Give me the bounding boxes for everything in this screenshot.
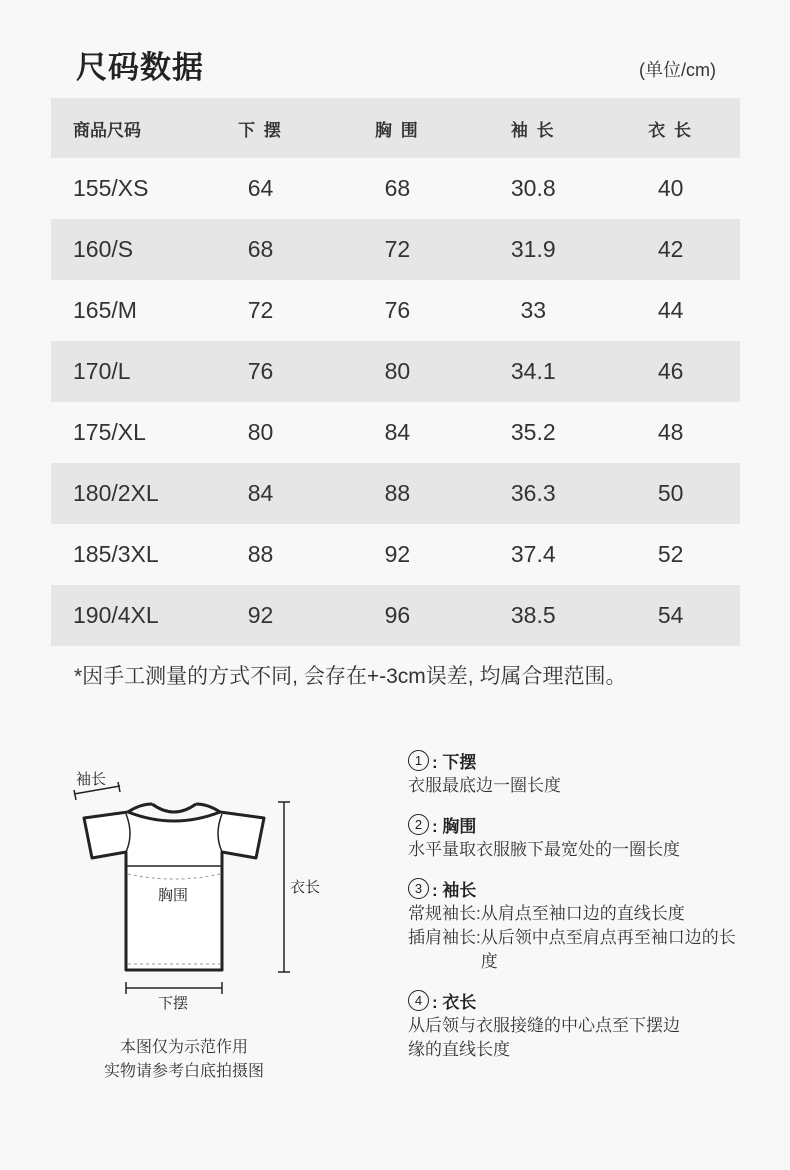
table-row bbox=[51, 402, 740, 463]
hem-label: 下摆 bbox=[158, 994, 189, 1012]
hem-cell: 64 bbox=[247, 175, 274, 201]
number-1-icon: 1 bbox=[408, 750, 429, 771]
hem-cell: 92 bbox=[247, 602, 274, 628]
page-title: 尺码数据 bbox=[76, 50, 204, 85]
legend-key: 常规袖长: bbox=[408, 904, 481, 923]
unit-label: (单位/cm) bbox=[639, 60, 716, 80]
chest-cell: 76 bbox=[384, 297, 411, 323]
length-label: 衣长 bbox=[290, 878, 321, 896]
table-row bbox=[51, 524, 740, 585]
legend-key: 插肩袖长: bbox=[408, 928, 481, 947]
caption-line: 实物请参考白底拍摄图 bbox=[103, 1063, 264, 1080]
legend-title: : 衣长 bbox=[432, 992, 477, 1012]
hem-cell: 76 bbox=[247, 358, 274, 384]
legend-item-hem bbox=[408, 746, 748, 798]
size-cell: 160/S bbox=[73, 236, 134, 262]
hem-cell: 68 bbox=[247, 236, 274, 262]
hem-cell: 80 bbox=[247, 419, 274, 445]
sleeve-cell: 38.5 bbox=[510, 602, 556, 628]
legend-desc: 水平量取衣服腋下最宽处的一圈长度 bbox=[408, 840, 680, 859]
size-cell: 165/M bbox=[73, 297, 137, 323]
measurement-note: *因手工测量的方式不同, 会存在+-3cm误差, 均属合理范围。 bbox=[74, 665, 627, 688]
caption-line: 本图仅为示范作用 bbox=[119, 1039, 248, 1056]
chest-cell: 84 bbox=[384, 419, 411, 445]
sleeve-cell: 37.4 bbox=[510, 541, 556, 567]
table-row bbox=[51, 341, 740, 402]
hem-cell: 88 bbox=[247, 541, 274, 567]
size-table bbox=[51, 98, 740, 646]
legend-title: : 下摆 bbox=[432, 752, 477, 772]
legend-desc: 衣服最底边一圈长度 bbox=[408, 776, 561, 795]
sleeve-cell: 33 bbox=[520, 297, 547, 323]
legend-value: 从肩点至袖口边的直线长度 bbox=[480, 904, 685, 923]
chest-cell: 68 bbox=[384, 175, 411, 201]
table-row bbox=[51, 585, 740, 646]
size-cell: 190/4XL bbox=[73, 602, 159, 628]
legend-title: : 胸围 bbox=[432, 816, 477, 836]
tshirt-diagram bbox=[70, 760, 350, 1012]
tshirt-neckline bbox=[152, 804, 196, 812]
legend-title: : 袖长 bbox=[432, 880, 477, 900]
legend-value: 从后领中点至肩点再至袖口边的长度 bbox=[480, 928, 736, 971]
length-cell: 52 bbox=[657, 541, 684, 567]
length-cell: 46 bbox=[657, 358, 684, 384]
chest-cell: 92 bbox=[384, 541, 411, 567]
legend-item-sleeve bbox=[408, 874, 748, 974]
length-cell: 50 bbox=[657, 480, 684, 506]
sleeve-cell: 30.8 bbox=[510, 175, 556, 201]
header-hem: 下 摆 bbox=[238, 120, 283, 140]
length-cell: 40 bbox=[657, 175, 684, 201]
chest-cell: 80 bbox=[384, 358, 411, 384]
length-cell: 42 bbox=[657, 236, 684, 262]
legend-item-length bbox=[408, 986, 748, 1062]
diagram-caption bbox=[84, 1036, 284, 1084]
legend-desc: 缘的直线长度 bbox=[408, 1040, 510, 1059]
header-size: 商品尺码 bbox=[73, 120, 141, 140]
number-2-icon: 2 bbox=[408, 814, 429, 835]
length-cell: 44 bbox=[657, 297, 684, 323]
chest-cell: 72 bbox=[384, 236, 411, 262]
header-length: 衣 长 bbox=[648, 120, 693, 140]
hem-cell: 84 bbox=[247, 480, 274, 506]
legend-desc: 从后领与衣服接缝的中心点至下摆边 bbox=[408, 1016, 680, 1035]
measurement-legend bbox=[408, 746, 748, 1074]
number-3-icon: 3 bbox=[408, 878, 429, 899]
legend-item-chest bbox=[408, 810, 748, 862]
sleeve-cell: 36.3 bbox=[510, 480, 556, 506]
chest-cell: 88 bbox=[384, 480, 411, 506]
size-cell: 180/2XL bbox=[73, 480, 159, 506]
size-cell: 185/3XL bbox=[73, 541, 159, 567]
table-row bbox=[51, 158, 740, 219]
sleeve-label: 袖长 bbox=[76, 770, 107, 788]
table-row bbox=[51, 280, 740, 341]
chest-cell: 96 bbox=[384, 602, 411, 628]
header-sleeve: 袖 长 bbox=[510, 120, 556, 140]
sleeve-cell: 35.2 bbox=[510, 419, 556, 445]
table-row bbox=[51, 463, 740, 524]
size-cell: 175/XL bbox=[73, 419, 146, 445]
sleeve-cell: 34.1 bbox=[510, 358, 556, 384]
table-row bbox=[51, 219, 740, 280]
hem-cell: 72 bbox=[247, 297, 274, 323]
length-cell: 48 bbox=[657, 419, 684, 445]
number-4-icon: 4 bbox=[408, 990, 429, 1011]
sleeve-cell: 31.9 bbox=[510, 236, 556, 262]
length-cell: 54 bbox=[657, 602, 684, 628]
size-cell: 155/XS bbox=[73, 175, 149, 201]
table-header-row bbox=[51, 98, 740, 158]
chest-label: 胸围 bbox=[158, 886, 189, 904]
header-chest: 胸 围 bbox=[375, 120, 420, 140]
size-cell: 170/L bbox=[73, 358, 131, 384]
